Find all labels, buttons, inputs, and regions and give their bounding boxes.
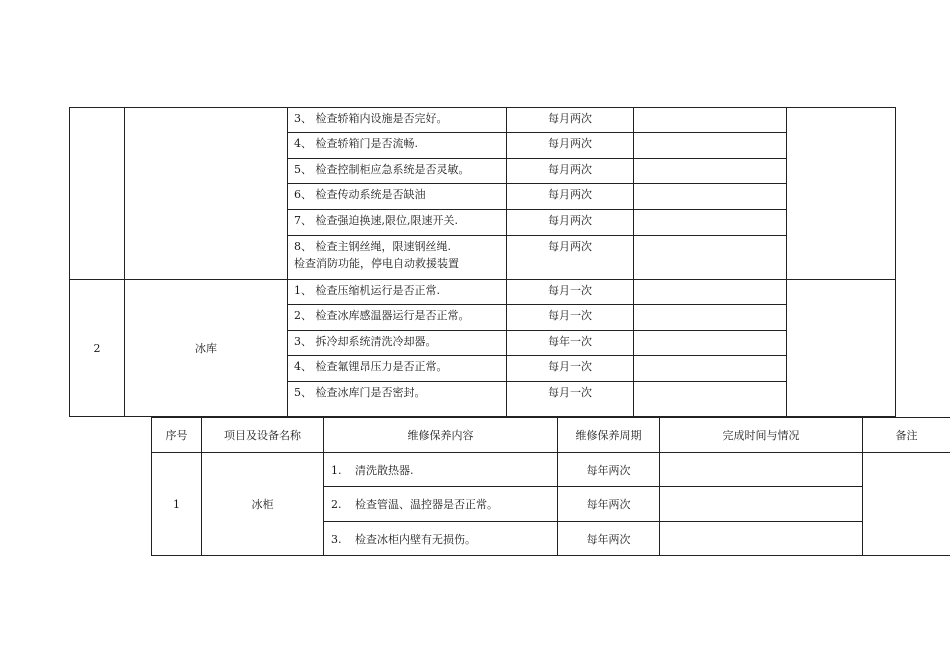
serial-cell [70, 108, 125, 280]
remarks-cell [787, 280, 896, 417]
serial-cell: 1 [152, 453, 202, 556]
period-cell: 每年两次 [558, 487, 660, 522]
completion-cell [634, 280, 787, 305]
completion-cell [634, 210, 787, 236]
column-header-item: 项目及设备名称 [202, 418, 324, 453]
column-header-period: 维修保养周期 [558, 418, 660, 453]
remarks-cell [863, 453, 950, 556]
content-cell [324, 453, 558, 487]
column-header-serial: 序号 [152, 418, 202, 453]
period-cell: 每月一次 [507, 382, 634, 417]
content-line: 检查消防功能，停电自动救援装置 [294, 257, 459, 270]
completion-cell [634, 133, 787, 159]
table-row [152, 453, 950, 487]
completion-cell [634, 108, 787, 133]
completion-cell [634, 331, 787, 356]
period-cell: 每月一次 [507, 280, 634, 305]
content-cell: 2、 检查冰库感温器运行是否正常。 [288, 305, 507, 331]
period-cell: 每月两次 [507, 210, 634, 236]
completion-cell [660, 487, 863, 522]
serial-cell: 2 [70, 280, 125, 417]
content-cell: 5、 检查控制柜应急系统是否灵敏。 [288, 159, 507, 184]
item-name-cell: 冰柜 [202, 453, 324, 556]
item-name-cell [125, 108, 288, 280]
completion-cell [660, 522, 863, 556]
table-row [70, 108, 896, 133]
period-cell: 每月两次 [507, 236, 634, 280]
period-cell: 每月一次 [507, 305, 634, 331]
completion-cell [634, 159, 787, 184]
completion-cell [634, 236, 787, 280]
period-cell: 每月一次 [507, 356, 634, 382]
content-cell [288, 236, 507, 280]
content-cell: 7、 检查强迫换速,限位,限速开关. [288, 210, 507, 236]
period-cell: 每年两次 [558, 522, 660, 556]
period-cell: 每年一次 [507, 331, 634, 356]
column-header-content: 维修保养内容 [324, 418, 558, 453]
content-cell: 3、 拆冷却系统清洗冷却器。 [288, 331, 507, 356]
completion-cell [634, 356, 787, 382]
remarks-cell [787, 108, 896, 280]
completion-cell [634, 184, 787, 210]
completion-cell [634, 382, 787, 417]
period-cell: 每月两次 [507, 133, 634, 159]
item-number: 3. [331, 532, 342, 546]
content-cell: 3、 检查轿箱内设施是否完好。 [288, 108, 507, 133]
column-header-completion: 完成时间与情况 [660, 418, 863, 453]
content-text: 检查管温、温控器是否正常。 [355, 498, 498, 511]
content-cell [324, 522, 558, 556]
completion-cell [660, 453, 863, 487]
content-cell: 4、 检查轿箱门是否流畅. [288, 133, 507, 159]
content-text: 清洗散热器. [355, 463, 414, 477]
content-cell: 5、 检查冰库门是否密封。 [288, 382, 507, 417]
item-number: 1. [331, 463, 342, 477]
content-text: 检查冰柜内壁有无损伤。 [355, 532, 476, 546]
content-cell: 4、 检查氟锂昂压力是否正常。 [288, 356, 507, 382]
period-cell: 每年两次 [558, 453, 660, 487]
maintenance-table-lower [151, 417, 950, 556]
table-row [70, 280, 896, 305]
maintenance-table-upper [69, 107, 896, 417]
content-line: 8、 检查主钢丝绳，限速钢丝绳. [294, 240, 451, 253]
content-cell [324, 487, 558, 522]
content-cell: 6、 检查传动系统是否缺油 [288, 184, 507, 210]
header-row [152, 418, 950, 453]
period-cell: 每月两次 [507, 159, 634, 184]
column-header-remarks: 备注 [863, 418, 950, 453]
item-number: 2. [331, 498, 342, 511]
period-cell: 每月两次 [507, 108, 634, 133]
period-cell: 每月两次 [507, 184, 634, 210]
item-name-cell: 冰库 [125, 280, 288, 417]
completion-cell [634, 305, 787, 331]
content-cell: 1、 检查压缩机运行是否正常. [288, 280, 507, 305]
